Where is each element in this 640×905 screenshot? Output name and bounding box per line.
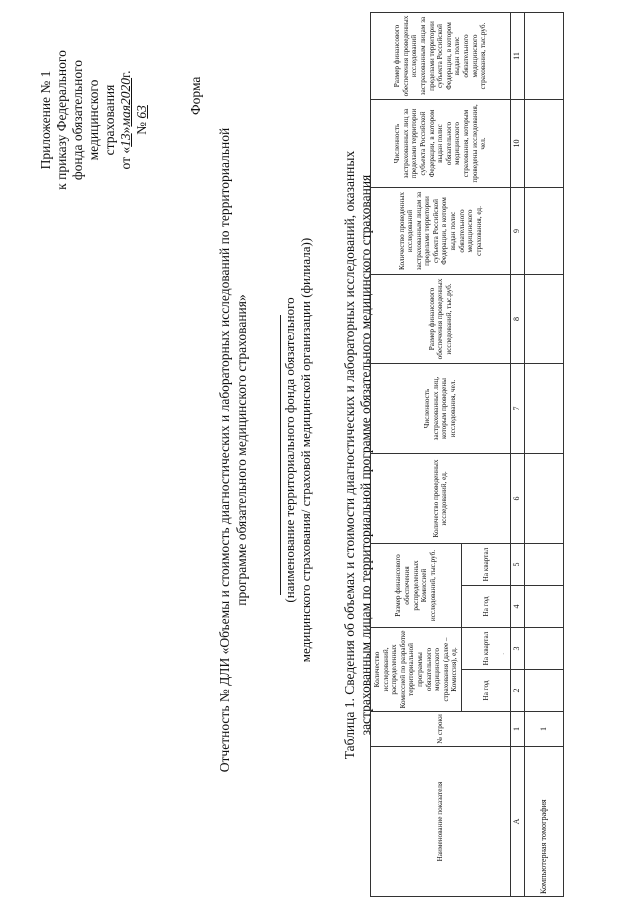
subheader-year: На год (461, 586, 510, 628)
table-cell[interactable] (524, 544, 563, 586)
annex-line: страхования (102, 84, 117, 156)
header-fin-outside: Размер финансового обеспечения проведенных исследований застрахованным лицам за пределами территории субъекта Российской Федерации, в котором выдан полис обязательного медицинского страхования, тыс.руб. (371, 13, 511, 100)
column-number: 8 (510, 275, 524, 364)
column-number: 11 (510, 13, 524, 100)
annex-line: Приложение № 1 (38, 70, 53, 170)
header-name: Наименование показателя (371, 747, 511, 897)
org-name-underline (280, 315, 281, 595)
form-label: Форма (188, 76, 203, 115)
column-number: 4 (510, 586, 524, 628)
header-qty-done: Количество проведенных исследований, ед. (371, 454, 511, 544)
scan-mark: · (500, 652, 508, 655)
header-persons: Численность застрахованных лиц, которым проведены исследования, чел. (371, 364, 511, 454)
subheader-year: На год (461, 670, 510, 712)
header-qty-commission: Количество исследований, распределенных Комиссией по разработке территориальной программы обязательного медицинского страхования (далее – Комиссия), ед. (371, 628, 462, 712)
row-name: Компьютерная томография (524, 747, 563, 897)
column-number: 10 (510, 100, 524, 188)
table-cell[interactable] (524, 275, 563, 364)
table-cell[interactable] (524, 454, 563, 544)
table-cell[interactable] (524, 100, 563, 188)
column-number: 7 (510, 364, 524, 454)
column-number: 1 (510, 712, 524, 747)
handwritten-month: мая (118, 104, 133, 127)
table-cell[interactable] (524, 13, 563, 100)
column-number-row (510, 13, 524, 897)
table-cell[interactable] (524, 670, 563, 712)
report-title: Отчетность № ДЛИ «Объемы и стоимость диагностических и лабораторных исследований по территориальной программе обязательного медицинского страхования» (217, 127, 249, 773)
table-cell[interactable] (524, 364, 563, 454)
annex-line: к приказу Федерального (54, 50, 69, 190)
report-table (370, 12, 564, 897)
column-number: А (510, 747, 524, 897)
header-qty-outside: Количество проведенных исследований застрахованным лицам за пределами территории субъекта Российской Федерации, в котором выдан полис обязательного медицинского страхования, ед. (371, 188, 511, 275)
header-fin-done: Размер финансового обеспечения проведенных исследований, тыс.руб. (371, 275, 511, 364)
handwritten-number: 63 (134, 105, 149, 119)
annex-line: фонда обязательного (70, 59, 85, 181)
column-number: 5 (510, 544, 524, 586)
table-cell[interactable] (524, 188, 563, 275)
column-number: 6 (510, 454, 524, 544)
subheader-quarter: На квартал (461, 628, 510, 670)
annex-line: медицинского (86, 79, 101, 161)
column-number: 9 (510, 188, 524, 275)
table-row (524, 13, 563, 897)
column-number: 3 (510, 628, 524, 670)
header-row-number: № строки (371, 712, 511, 747)
table-cell[interactable] (524, 628, 563, 670)
row-number: 1 (524, 712, 563, 747)
table-cell[interactable] (524, 586, 563, 628)
handwritten-year: 2020 (118, 77, 133, 105)
handwritten-day: 13 (118, 133, 133, 147)
annex-date: от «13»мая2020г. (118, 70, 133, 170)
org-caption: (наименование территориального фонда обязательного медицинского страхования/ страховой медицинской организации (филиала)) (282, 237, 313, 663)
annex-header (38, 25, 150, 215)
header-row (371, 13, 462, 897)
subheader-quarter: На квартал (461, 544, 510, 586)
table-title: Таблица 1. Сведения об объемах и стоимости диагностических и лабораторных исследований, оказанных застрахованным лицам по территориальной программе обязательного медицинского страхования (342, 150, 373, 760)
annex-number: № 63 (134, 105, 149, 135)
header-fin-commission: Размер финансового обеспечения распределенных Комиссией исследований, тыс.руб. (371, 544, 462, 628)
header-persons-outside: Численность застрахованных лиц за пределами территории субъекта Российской Федерации, в котором выдан полис обязательного медицинского страхования, которым проведены исследования, чел. (371, 100, 511, 188)
column-number: 2 (510, 670, 524, 712)
